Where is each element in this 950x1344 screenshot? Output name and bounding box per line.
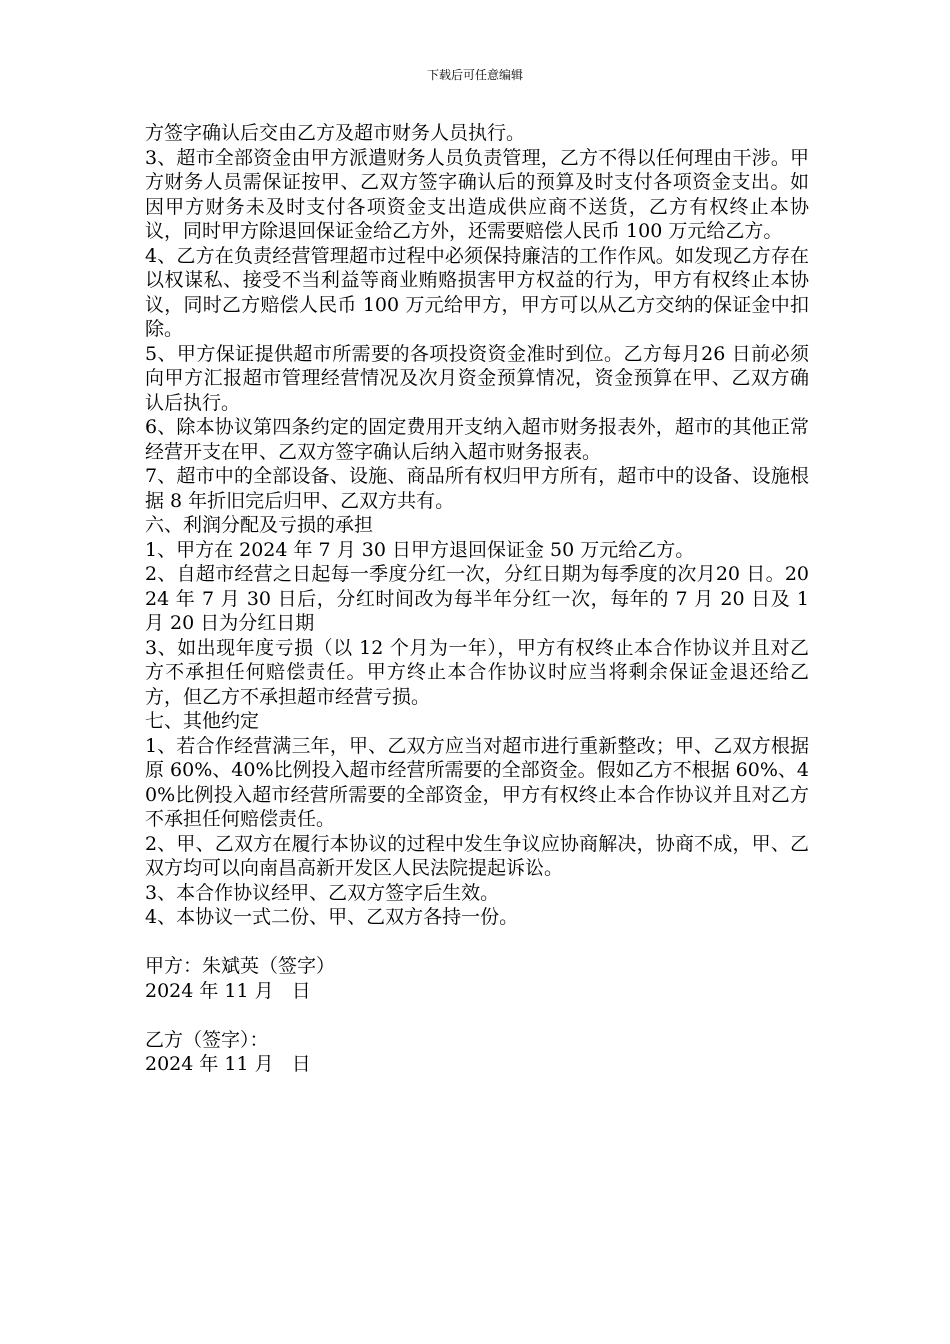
other-clause-2: 2、甲、乙双方在履行本协议的过程中发生争议应协商解决，协商不成，甲、乙双方均可以向南昌高新开发区人民法院提起诉讼。 bbox=[145, 832, 809, 879]
other-clause-3: 3、本合作协议经甲、乙双方签字后生效。 bbox=[145, 881, 500, 904]
profit-clause-2: 2、自超市经营之日起每一季度分红一次，分红日期为每季度的次月20 日。2024 年 7 月 30 日后，分红时间改为每半年分红一次，每年的 7 月 20 日及 1 月 20 日为分红日期 bbox=[145, 563, 809, 634]
clause-4-integrity: 4、乙方在负责经营管理超市过程中必须保持廉洁的工作作风。如发现乙方存在以权谋私、接受不当利益等商业贿赂损害甲方权益的行为，甲方有权终止本协议，同时乙方赔偿人民币 100 万元给甲方，甲方可以从乙方交纳的保证金中扣除。 bbox=[145, 244, 809, 340]
clause-3-finance: 3、超市全部资金由甲方派遣财务人员负责管理，乙方不得以任何理由干涉。甲方财务人员需保证按甲、乙双方签字确认后的预算及时支付各项资金支出。如因甲方财务未及时支付各项资金支出造成供应商不送货，乙方有权终止本协议，同时甲方除退回保证金给乙方外，还需要赔偿人民币 100 万元给乙方。 bbox=[145, 146, 809, 242]
party-b-signature: 乙方（签字）： bbox=[145, 1028, 269, 1051]
spacer bbox=[145, 930, 809, 955]
section-heading-other: 七、其他约定 bbox=[145, 710, 260, 732]
party-a-date: 2024 年 11 月 日 bbox=[145, 979, 311, 1002]
page-header-note: 下载后可任意编辑 bbox=[426, 68, 523, 82]
party-a-signature: 甲方：朱斌英（签字） bbox=[145, 955, 336, 977]
section-heading-profit: 六、利润分配及亏损的承担 bbox=[145, 514, 374, 536]
paragraph-continuation: 方签字确认后交由乙方及超市财务人员执行。 bbox=[145, 122, 526, 144]
other-clause-4: 4、本协议一式二份、甲、乙双方各持一份。 bbox=[145, 906, 519, 928]
document-body bbox=[145, 121, 809, 1077]
spacer bbox=[145, 1003, 809, 1028]
clause-6-expenses: 6、除本协议第四条约定的固定费用开支纳入超市财务报表外，超市的其他正常经营开支在甲、乙双方签字确认后纳入超市财务报表。 bbox=[145, 416, 809, 463]
party-b-date: 2024 年 11 月 日 bbox=[145, 1053, 311, 1075]
profit-clause-3: 3、如出现年度亏损（以 12 个月为一年），甲方有权终止本合作协议并且对乙方不承担任何赔偿责任。甲方终止本合作协议时应当将剩余保证金退还给乙方，但乙方不承担超市经营亏损。 bbox=[145, 636, 809, 708]
profit-clause-1: 1、甲方在 2024 年 7 月 30 日甲方退回保证金 50 万元给乙方。 bbox=[145, 538, 695, 561]
other-clause-1: 1、若合作经营满三年，甲、乙双方应当对超市进行重新整改；甲、乙双方根据原 60%、40%比例投入超市经营所需要的全部资金。假如乙方不根据 60%、40%比例投入超市经营所需要的全部资金，甲方有权终止本合作协议并且对乙方不承担任何赔偿责任。 bbox=[145, 734, 809, 830]
clause-7-ownership: 7、超市中的全部设备、设施、商品所有权归甲方所有，超市中的设备、设施根据 8 年折旧完后归甲、乙双方共有。 bbox=[145, 465, 809, 512]
clause-5-investment: 5、甲方保证提供超市所需要的各项投资资金准时到位。乙方每月26 日前必须向甲方汇报超市管理经营情况及次月资金预算情况，资金预算在甲、乙双方确认后执行。 bbox=[145, 342, 809, 414]
